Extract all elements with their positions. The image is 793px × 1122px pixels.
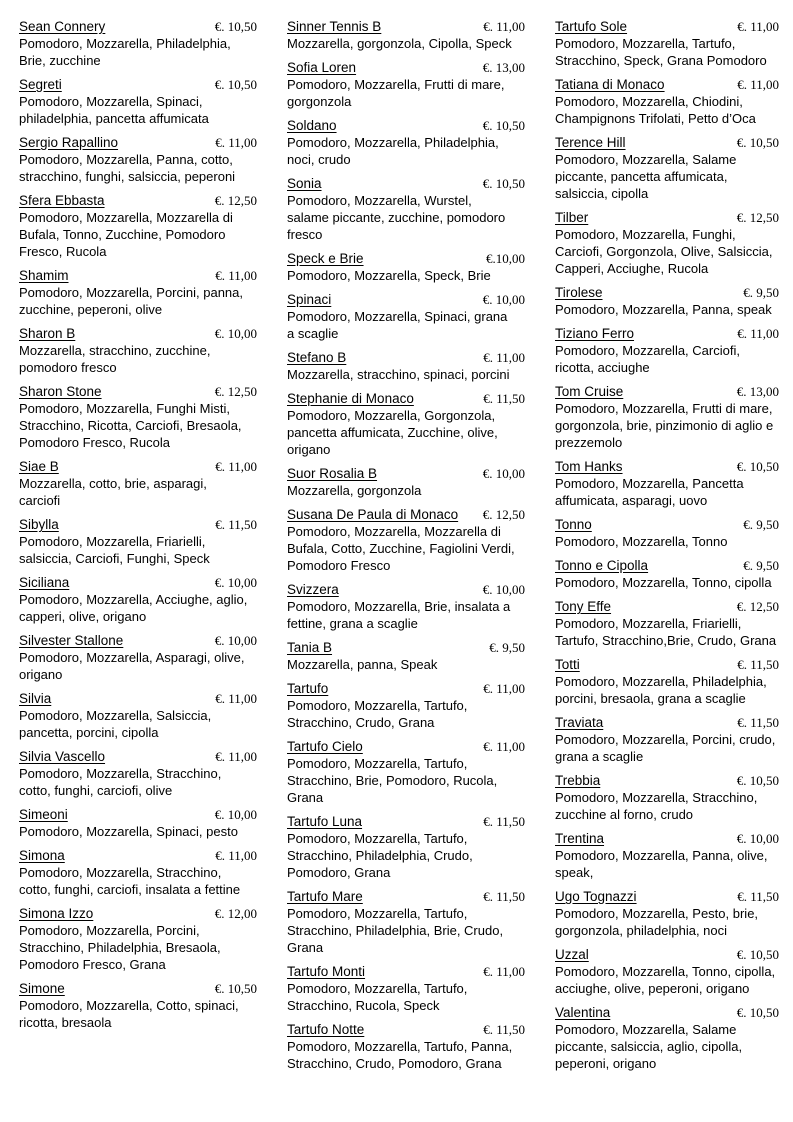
menu-item-header — [19, 383, 259, 400]
menu-item — [555, 772, 779, 823]
menu-item-name: Simona — [19, 848, 65, 863]
menu-item-price: €. 10,00 — [482, 582, 525, 597]
menu-item-name: Sergio Rapallino — [19, 135, 119, 150]
menu-item-ingredients: Pomodoro, Mozzarella, Philadelphia, porcini, bresaola, grana a scaglie — [555, 674, 767, 706]
menu-item-name: Suor Rosalia B — [287, 466, 378, 481]
menu-item-price: €. 10,00 — [214, 326, 257, 341]
menu-item-ingredients: Pomodoro, Mozzarella, Tonno, cipolla, acciughe, olive, peperoni, origano — [555, 964, 776, 996]
menu-item-name: Sharon B — [19, 326, 76, 341]
menu-item-price: €. 11,00 — [215, 135, 257, 150]
menu-item-name: Tatiana di Monaco — [555, 77, 665, 92]
menu-item — [287, 18, 527, 52]
menu-item-header — [287, 117, 527, 134]
menu-item-header — [287, 813, 527, 830]
menu-item — [555, 209, 779, 277]
menu-item-header — [555, 209, 779, 226]
menu-item-header — [555, 284, 779, 301]
menu-item-header — [555, 516, 779, 533]
menu-item-name: Tartufo Sole — [555, 19, 628, 34]
menu-item-ingredients: Pomodoro, Mozzarella, Spinaci, pesto — [19, 824, 238, 839]
menu-item-price: €. 11,50 — [483, 391, 525, 406]
menu-item — [555, 888, 779, 939]
menu-item-name: Tartufo Luna — [287, 814, 363, 829]
menu-item — [19, 980, 259, 1031]
menu-item — [19, 18, 259, 69]
menu-item-ingredients: Pomodoro, Mozzarella, Salame piccante, salsiccia, aglio, cipolla, peperoni, origano — [555, 1022, 743, 1071]
menu-item-header — [287, 888, 527, 905]
menu-item-name: Sibylla — [19, 517, 59, 532]
menu-item-price: €. 11,00 — [483, 681, 525, 696]
menu-item-name: Trebbia — [555, 773, 601, 788]
menu-item-ingredients: Mozzarella, panna, Speak — [287, 657, 438, 672]
menu-item-header — [287, 390, 527, 407]
menu-item-header — [287, 291, 527, 308]
menu-column — [19, 18, 259, 1038]
menu-item — [19, 748, 259, 799]
menu-item-header — [555, 772, 779, 789]
menu-item-header — [287, 465, 527, 482]
menu-item-name: Shamim — [19, 268, 69, 283]
menu-item-header — [555, 557, 779, 574]
menu-item-header — [287, 349, 527, 366]
menu-item-ingredients: Pomodoro, Mozzarella, Funghi Misti, Stracchino, Ricotta, Carciofi, Bresaola, Pomodoro Fresco, Rucola — [19, 401, 242, 450]
menu-item-ingredients: Pomodoro, Mozzarella, Acciughe, aglio, capperi, olive, origano — [19, 592, 248, 624]
menu-item-header — [555, 888, 779, 905]
menu-item-header — [287, 506, 527, 523]
menu-item — [555, 76, 779, 127]
menu-item-header — [555, 946, 779, 963]
menu-item-price: €. 13,00 — [736, 384, 779, 399]
menu-item-name: Tonno — [555, 517, 592, 532]
menu-item-name: Segreti — [19, 77, 62, 92]
menu-item-ingredients: Mozzarella, gorgonzola, Cipolla, Speck — [287, 36, 512, 51]
menu-item-name: Sinner Tennis B — [287, 19, 382, 34]
menu-item-name: Soldano — [287, 118, 337, 133]
menu-item-name: Silvia — [19, 691, 52, 706]
menu-item-name: Tom Hanks — [555, 459, 623, 474]
menu-item-ingredients: Pomodoro, Mozzarella, Salame piccante, pancetta affumicata, salsiccia, cipolla — [555, 152, 737, 201]
menu-item — [287, 506, 527, 574]
menu-item-price: €. 10,00 — [214, 633, 257, 648]
menu-item-name: Sharon Stone — [19, 384, 102, 399]
menu-item-price: €. 9,50 — [743, 285, 779, 300]
menu-item-price: €. 12,50 — [482, 507, 525, 522]
menu-item — [19, 76, 259, 127]
menu-item-header — [19, 325, 259, 342]
menu-item-header — [555, 830, 779, 847]
menu-item-header — [287, 18, 527, 35]
menu-item-name: Svizzera — [287, 582, 339, 597]
menu-item-ingredients: Pomodoro, Mozzarella, Porcini, crudo, grana a scaglie — [555, 732, 776, 764]
menu-item — [287, 250, 527, 284]
menu-item-price: €. 10,00 — [736, 831, 779, 846]
menu-item-price: €. 10,50 — [736, 135, 779, 150]
menu-item — [555, 557, 779, 591]
menu-item-price: €. 9,50 — [489, 640, 525, 655]
menu-item-header — [19, 267, 259, 284]
menu-column — [555, 18, 779, 1079]
menu-item — [287, 581, 527, 632]
menu-item-ingredients: Pomodoro, Mozzarella, Asparagi, olive, origano — [19, 650, 245, 682]
menu-item-header — [287, 581, 527, 598]
menu-item-price: €. 10,50 — [214, 77, 257, 92]
menu-item-price: €. 12,50 — [736, 210, 779, 225]
menu-item-ingredients: Pomodoro, Mozzarella, Tonno — [555, 534, 728, 549]
menu-item — [287, 738, 527, 806]
menu-item-header — [555, 383, 779, 400]
menu-item-price: €. 11,00 — [483, 739, 525, 754]
menu-item — [555, 516, 779, 550]
menu-item-ingredients: Pomodoro, Mozzarella, Stracchino, cotto, funghi, carciofi, insalata a fettine — [19, 865, 241, 897]
menu-item-price: €. 11,50 — [737, 889, 779, 904]
menu-item-ingredients: Mozzarella, gorgonzola — [287, 483, 422, 498]
menu-item-price: €. 11,00 — [483, 19, 525, 34]
menu-item-price: €. 9,50 — [743, 558, 779, 573]
menu-item — [19, 458, 259, 509]
menu-item-name: Silvia Vascello — [19, 749, 106, 764]
menu-item-header — [19, 76, 259, 93]
menu-item-header — [19, 192, 259, 209]
menu-item-ingredients: Pomodoro, Mozzarella, Panna, speak — [555, 302, 772, 317]
menu-item-name: Simeoni — [19, 807, 68, 822]
menu-item-name: Terence Hill — [555, 135, 626, 150]
menu-item-name: Traviata — [555, 715, 604, 730]
menu-item-name: Valentina — [555, 1005, 611, 1020]
menu-item-ingredients: Pomodoro, Mozzarella, Brie, insalata a fettine, grana a scaglie — [287, 599, 511, 631]
menu-item-price: €. 11,00 — [737, 77, 779, 92]
menu-item-price: €. 11,50 — [483, 889, 525, 904]
menu-item — [555, 946, 779, 997]
menu-item — [287, 117, 527, 168]
menu-item — [19, 905, 259, 973]
menu-item-price: €. 10,00 — [482, 292, 525, 307]
menu-item — [287, 291, 527, 342]
menu-item-ingredients: Pomodoro, Mozzarella, Porcini, Stracchino, Philadelphia, Bresaola, Pomodoro Fresco, Grana — [19, 923, 221, 972]
menu-item-price: €. 11,00 — [737, 19, 779, 34]
menu-item-price: €. 10,50 — [736, 459, 779, 474]
menu-item — [555, 134, 779, 202]
menu-item-header — [19, 748, 259, 765]
menu-item — [287, 813, 527, 881]
menu-item-header — [19, 632, 259, 649]
menu-item-name: Uzzal — [555, 947, 589, 962]
menu-item-name: Tonno e Cipolla — [555, 558, 649, 573]
menu-item — [287, 465, 527, 499]
menu-item-name: Tartufo — [287, 681, 329, 696]
menu-item-header — [555, 18, 779, 35]
menu-item-ingredients: Pomodoro, Mozzarella, Tonno, cipolla — [555, 575, 772, 590]
menu-item-name: Speck e Brie — [287, 251, 364, 266]
menu-item — [555, 830, 779, 881]
menu-item-header — [555, 714, 779, 731]
menu-item-name: Susana De Paula di Monaco — [287, 507, 459, 522]
menu-item-ingredients: Pomodoro, Mozzarella, Gorgonzola, pancetta affumicata, Zucchine, olive, origano — [287, 408, 498, 457]
menu-item-header — [287, 250, 527, 267]
menu-item-price: €. 11,00 — [483, 350, 525, 365]
menu-item — [19, 806, 259, 840]
menu-item-header — [287, 738, 527, 755]
menu-item-header — [19, 847, 259, 864]
menu-item-ingredients: Pomodoro, Mozzarella, Tartufo, Stracchino, Philadelphia, Brie, Crudo, Grana — [287, 906, 504, 955]
menu-item-price: €. 11,50 — [483, 814, 525, 829]
menu-item-price: €. 11,00 — [215, 459, 257, 474]
menu-item — [555, 383, 779, 451]
menu-item-ingredients: Pomodoro, Mozzarella, Mozzarella di Bufala, Tonno, Zucchine, Pomodoro Fresco, Rucola — [19, 210, 233, 259]
menu-item — [19, 690, 259, 741]
menu-item-price: €. 10,50 — [482, 176, 525, 191]
menu-item — [19, 134, 259, 185]
menu-item-ingredients: Pomodoro, Mozzarella, Speck, Brie — [287, 268, 491, 283]
menu-item-price: €. 12,50 — [214, 193, 257, 208]
menu-item-name: Sfera Ebbasta — [19, 193, 105, 208]
menu-item — [19, 325, 259, 376]
menu-item-ingredients: Pomodoro, Mozzarella, Tartufo, Stracchino, Rucola, Speck — [287, 981, 468, 1013]
menu-item — [19, 574, 259, 625]
menu-item-header — [287, 1021, 527, 1038]
menu-item-ingredients: Pomodoro, Mozzarella, Funghi, Carciofi, Gorgonzola, Olive, Salsiccia, Capperi, Acciughe, Rucola — [555, 227, 773, 276]
menu-item — [19, 847, 259, 898]
menu-item — [287, 963, 527, 1014]
menu-item — [287, 175, 527, 243]
menu-item-price: €.10,00 — [486, 251, 525, 266]
menu-item — [555, 458, 779, 509]
menu-item-name: Trentina — [555, 831, 605, 846]
menu-item-name: Simone — [19, 981, 65, 996]
menu-item — [555, 18, 779, 69]
menu-item — [287, 639, 527, 673]
menu-item-price: €. 11,50 — [737, 657, 779, 672]
menu-item — [287, 1021, 527, 1072]
menu-item-name: Siae B — [19, 459, 59, 474]
menu-item-name: Silvester Stallone — [19, 633, 124, 648]
menu-item-ingredients: Mozzarella, stracchino, spinaci, porcini — [287, 367, 510, 382]
menu-item-ingredients: Pomodoro, Mozzarella, Spinaci, philadelphia, pancetta affumicata — [19, 94, 209, 126]
menu-item-price: €. 10,50 — [736, 947, 779, 962]
menu-item-header — [19, 690, 259, 707]
menu-item-header — [555, 1004, 779, 1021]
menu-item — [287, 888, 527, 956]
menu-item-ingredients: Pomodoro, Mozzarella, Tartufo, Stracchino, Crudo, Grana — [287, 698, 468, 730]
menu-item-price: €. 10,00 — [214, 807, 257, 822]
menu-item-price: €. 11,00 — [737, 326, 779, 341]
menu-item-price: €. 10,00 — [214, 575, 257, 590]
menu-item-header — [19, 18, 259, 35]
menu-item-header — [19, 516, 259, 533]
menu-item-price: €. 10,50 — [736, 773, 779, 788]
menu-item-ingredients: Mozzarella, cotto, brie, asparagi, carciofi — [19, 476, 207, 508]
menu-item-price: €. 13,00 — [482, 60, 525, 75]
menu-item-name: Stefano B — [287, 350, 347, 365]
menu-item — [555, 325, 779, 376]
menu-item-header — [19, 980, 259, 997]
menu-item-name: Sofia Loren — [287, 60, 357, 75]
menu-item — [555, 656, 779, 707]
menu-item — [19, 516, 259, 567]
menu-item-header — [287, 680, 527, 697]
menu-item — [19, 632, 259, 683]
menu-item-header — [19, 806, 259, 823]
menu-item-ingredients: Pomodoro, Mozzarella, Tartufo, Stracchino, Philadelphia, Crudo, Pomodoro, Grana — [287, 831, 473, 880]
menu-item — [287, 349, 527, 383]
menu-item-price: €. 10,50 — [736, 1005, 779, 1020]
menu-item-ingredients: Pomodoro, Mozzarella, Friarielli, salsiccia, Carciofi, Funghi, Speck — [19, 534, 210, 566]
menu-item-price: €. 11,50 — [483, 1022, 525, 1037]
menu-item-ingredients: Pomodoro, Mozzarella, Tartufo, Stracchino, Brie, Pomodoro, Rucola, Grana — [287, 756, 498, 805]
menu-item-header — [555, 325, 779, 342]
menu-item-ingredients: Pomodoro, Mozzarella, Panna, cotto, stracchino, funghi, salsiccia, peperoni — [19, 152, 236, 184]
menu-item-price: €. 9,50 — [743, 517, 779, 532]
menu-item — [19, 192, 259, 260]
menu-item-name: Siciliana — [19, 575, 70, 590]
menu-item-ingredients: Pomodoro, Mozzarella, Stracchino, zucchine al forno, crudo — [555, 790, 758, 822]
menu-item-price: €. 11,00 — [215, 691, 257, 706]
menu-item-name: Tirolese — [555, 285, 603, 300]
menu-item-ingredients: Pomodoro, Mozzarella, Frutti di mare, gorgonzola, brie, pinzimonio di aglio e prezzemolo — [555, 401, 774, 450]
menu-item-price: €. 12,50 — [736, 599, 779, 614]
menu-item-name: Tartufo Cielo — [287, 739, 363, 754]
menu-item-price: €. 11,50 — [215, 517, 257, 532]
menu-item — [19, 267, 259, 318]
menu-item-ingredients: Pomodoro, Mozzarella, Wurstel, salame piccante, zucchine, pomodoro fresco — [287, 193, 506, 242]
menu-item-ingredients: Pomodoro, Mozzarella, Stracchino, cotto, funghi, carciofi, olive — [19, 766, 222, 798]
menu-item-price: €. 12,00 — [214, 906, 257, 921]
menu-item-name: Stephanie di Monaco — [287, 391, 414, 406]
menu-item-name: Tilber — [555, 210, 589, 225]
menu-item-name: Tartufo Mare — [287, 889, 363, 904]
menu-item-header — [287, 963, 527, 980]
menu-item-name: Tartufo Notte — [287, 1022, 365, 1037]
menu-item-ingredients: Mozzarella, stracchino, zucchine, pomodoro fresco — [19, 343, 211, 375]
menu-item-name: Spinaci — [287, 292, 332, 307]
menu-item-ingredients: Pomodoro, Mozzarella, Porcini, panna, zucchine, peperoni, olive — [19, 285, 244, 317]
menu-item-ingredients: Pomodoro, Mozzarella, Spinaci, grana a scaglie — [287, 309, 508, 341]
menu-item-price: €. 11,00 — [215, 848, 257, 863]
menu-item — [287, 59, 527, 110]
menu-item — [555, 284, 779, 318]
menu-item-ingredients: Pomodoro, Mozzarella, Frutti di mare, gorgonzola — [287, 77, 505, 109]
menu-item-header — [19, 574, 259, 591]
menu-item-header — [287, 175, 527, 192]
menu-item-price: €. 11,50 — [737, 715, 779, 730]
menu-item — [555, 598, 779, 649]
menu-item-header — [287, 59, 527, 76]
menu-item-ingredients: Pomodoro, Mozzarella, Tartufo, Stracchino, Speck, Grana Pomodoro — [555, 36, 767, 68]
menu-item-price: €. 10,00 — [482, 466, 525, 481]
menu-item-ingredients: Pomodoro, Mozzarella, Chiodini, Champignons Trifolati, Petto d’Oca — [555, 94, 756, 126]
menu-item-header — [555, 598, 779, 615]
menu-item-ingredients: Pomodoro, Mozzarella, Pancetta affumicata, asparagi, uovo — [555, 476, 744, 508]
menu-item-name: Tom Cruise — [555, 384, 624, 399]
menu-item-ingredients: Pomodoro, Mozzarella, Pesto, brie, gorgonzola, philadelphia, noci — [555, 906, 759, 938]
menu-item-ingredients: Pomodoro, Mozzarella, Friarielli, Tartufo, Stracchino,Brie, Crudo, Grana — [555, 616, 777, 648]
menu-item-price: €. 11,00 — [215, 268, 257, 283]
menu-item-price: €. 11,00 — [215, 749, 257, 764]
menu-item — [287, 390, 527, 458]
menu-item-name: Tiziano Ferro — [555, 326, 635, 341]
menu-column — [287, 18, 527, 1079]
menu-item-ingredients: Pomodoro, Mozzarella, Cotto, spinaci, ricotta, bresaola — [19, 998, 239, 1030]
menu-item-price: €. 10,50 — [214, 19, 257, 34]
menu-item-header — [555, 656, 779, 673]
menu-item-price: €. 10,50 — [214, 981, 257, 996]
menu-item-ingredients: Pomodoro, Mozzarella, Philadelphia, Brie, zucchine — [19, 36, 231, 68]
menu-item-header — [555, 458, 779, 475]
menu-item-name: Ugo Tognazzi — [555, 889, 637, 904]
menu-item-price: €. 11,00 — [483, 964, 525, 979]
menu-item-ingredients: Pomodoro, Mozzarella, Salsiccia, pancetta, porcini, cipolla — [19, 708, 212, 740]
menu-item-price: €. 12,50 — [214, 384, 257, 399]
menu-item-ingredients: Pomodoro, Mozzarella, Tartufo, Panna, Stracchino, Crudo, Pomodoro, Grana — [287, 1039, 513, 1071]
menu-item-name: Totti — [555, 657, 580, 672]
menu-item — [555, 1004, 779, 1072]
menu-item-ingredients: Pomodoro, Mozzarella, Philadelphia, noci, crudo — [287, 135, 499, 167]
menu-item-header — [19, 134, 259, 151]
menu-item-header — [555, 134, 779, 151]
menu-item — [287, 680, 527, 731]
menu-item — [555, 714, 779, 765]
menu-item-name: Simona Izzo — [19, 906, 94, 921]
menu-item — [19, 383, 259, 451]
menu-item-ingredients: Pomodoro, Mozzarella, Mozzarella di Bufala, Cotto, Zucchine, Fagiolini Verdi, Pomodoro Fresco — [287, 524, 515, 573]
menu-item-header — [287, 639, 527, 656]
menu-item-name: Sean Connery — [19, 19, 106, 34]
menu-item-name: Tania B — [287, 640, 333, 655]
menu-item-name: Tartufo Monti — [287, 964, 366, 979]
menu-item-ingredients: Pomodoro, Mozzarella, Carciofi, ricotta, acciughe — [555, 343, 740, 375]
menu-item-header — [555, 76, 779, 93]
menu-item-name: Sonia — [287, 176, 322, 191]
menu-item-price: €. 10,50 — [482, 118, 525, 133]
menu-item-ingredients: Pomodoro, Mozzarella, Panna, olive, speak, — [555, 848, 768, 880]
menu-item-name: Tony Effe — [555, 599, 612, 614]
menu-item-header — [19, 905, 259, 922]
menu-item-header — [19, 458, 259, 475]
